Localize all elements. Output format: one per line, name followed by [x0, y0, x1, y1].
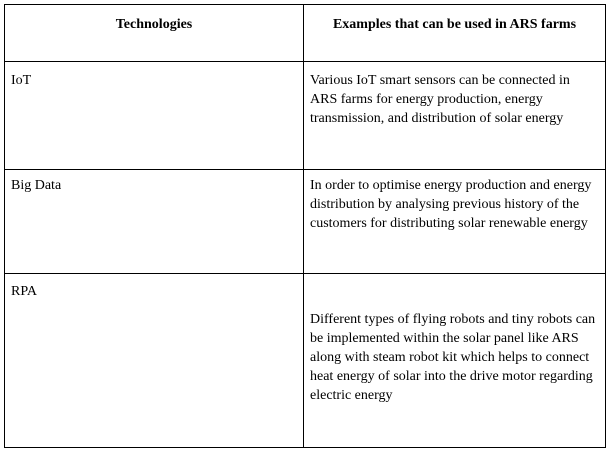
- example-cell: Different types of flying robots and tiny robots can be implemented within the solar panel like ARS along with steam robot kit which helps to connect heat energy of solar into the drive motor regarding electric energy: [304, 274, 606, 448]
- table-header-row: [5, 5, 606, 62]
- example-cell: In order to optimise energy production and energy distribution by analysing previous history of the customers for distributing solar renewable energy: [304, 170, 606, 274]
- header-technologies: Technologies: [5, 5, 304, 62]
- technology-cell: IoT: [5, 62, 304, 170]
- table-row: [5, 274, 606, 448]
- header-examples: Examples that can be used in ARS farms: [304, 5, 606, 62]
- technology-cell: Big Data: [5, 170, 304, 274]
- example-cell: Various IoT smart sensors can be connected in ARS farms for energy production, energy transmission, and distribution of solar energy: [304, 62, 606, 170]
- technology-cell: RPA: [5, 274, 304, 448]
- technologies-table: [4, 4, 606, 448]
- table-row: [5, 62, 606, 170]
- table-row: [5, 170, 606, 274]
- text-cursor-mark: [605, 278, 606, 298]
